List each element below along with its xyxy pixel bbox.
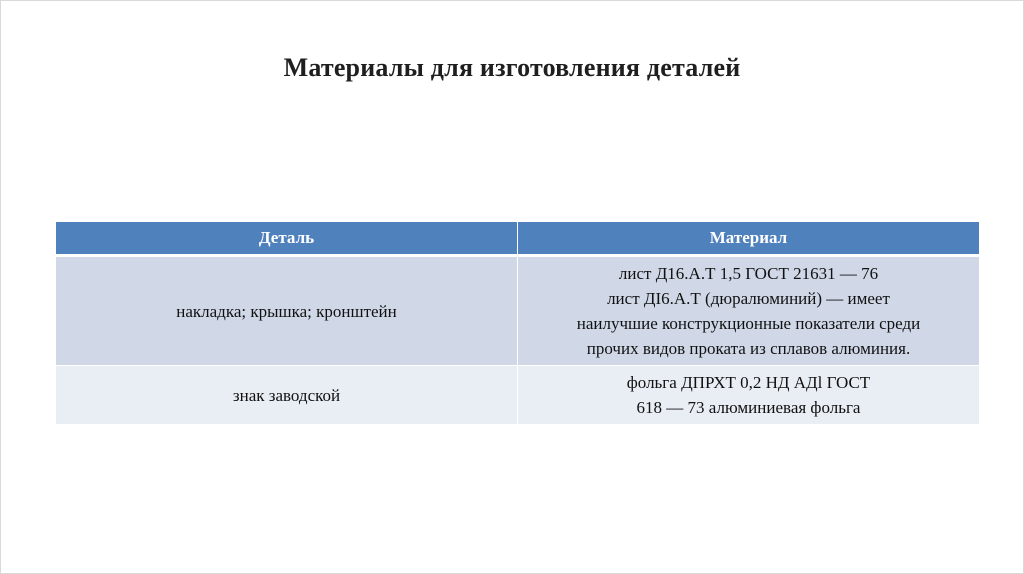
material-line: лист ДI6.А.Т (дюралюминий) — имеет — [607, 289, 890, 308]
table-row — [56, 256, 979, 366]
material-cell — [518, 256, 980, 366]
header-material: Материал — [518, 222, 980, 256]
material-line: 618 — 73 алюминиевая фольга — [636, 398, 861, 417]
part-cell: накладка; крышка; кронштейн — [56, 256, 518, 366]
material-line: наилучшие конструкционные показатели среди — [576, 314, 921, 333]
material-line: прочих видов проката из сплавов алюминия. — [586, 339, 911, 358]
material-line: лист Д16.А.Т 1,5 ГОСТ 21631 — 76 — [618, 264, 879, 283]
material-cell — [518, 366, 980, 425]
slide-title: Материалы для изготовления деталей — [283, 53, 741, 82]
table-header-row — [56, 222, 979, 256]
materials-table — [56, 222, 979, 424]
material-line: фольга ДПРХТ 0,2 НД АДl ГОСТ — [626, 373, 871, 392]
part-cell: знак заводской — [56, 366, 518, 425]
header-part: Деталь — [56, 222, 518, 256]
table-row — [56, 366, 979, 425]
